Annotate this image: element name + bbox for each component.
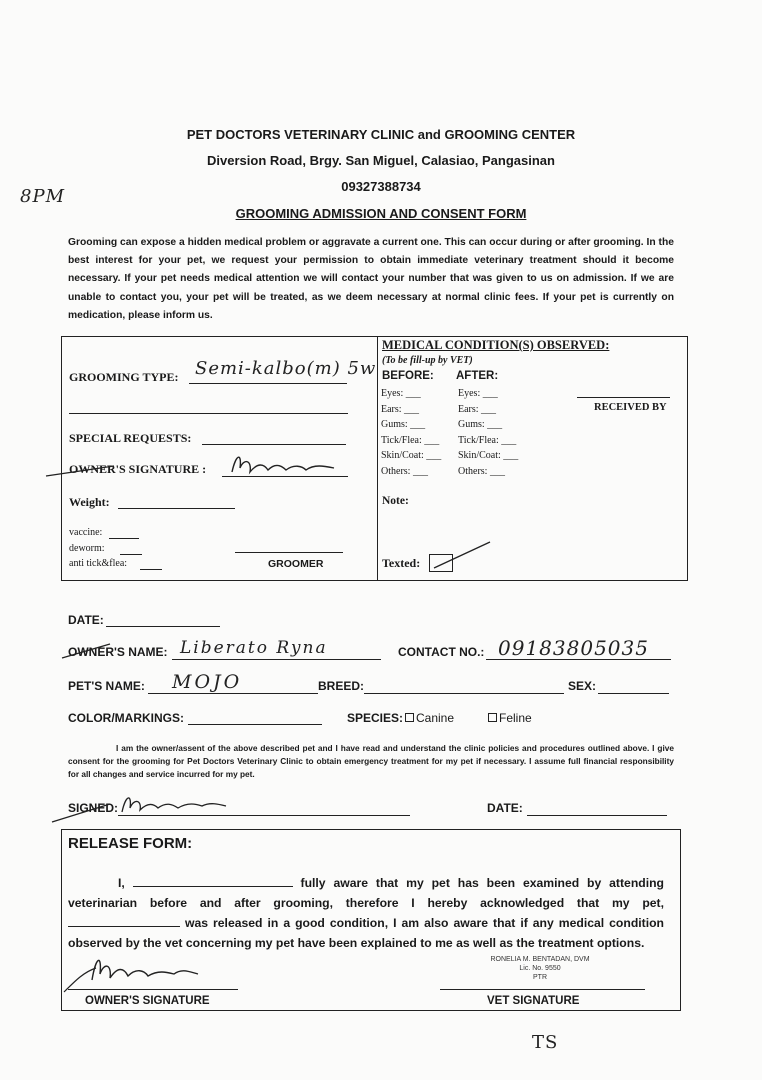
note-label: Note: [382,495,409,507]
after-item[interactable]: Gums: ___ [458,419,503,431]
species-feline-checkbox[interactable] [488,713,497,722]
owner-signature-scribble [44,448,344,488]
species-feline-label: Feline [499,711,532,725]
owner-name-line[interactable] [172,659,381,660]
weight-label: Weight: [69,495,110,509]
signed-signature-scribble [50,790,260,826]
release-paragraph: I, fully aware that my pet has been examined by attending veterinarian before and after grooming, therefore I hereby acknowledged that my pet, was released in a good condition, I am also aware that if any medical condition observed by the vet concerning my pet have been explained to me as well as the treatment options. [68,876,664,950]
box-divider [377,336,378,580]
color-line[interactable] [188,724,322,725]
release-pet-name-line[interactable] [68,915,180,927]
clinic-phone: 09327388734 [341,179,421,194]
sex-label: SEX: [568,679,597,693]
release-owner-signature-scribble [62,950,212,994]
signed-label: SIGNED: [68,801,119,815]
species-canine-label: Canine [416,711,455,725]
date-line[interactable] [106,626,220,627]
contact-label: CONTACT NO.: [398,645,485,659]
footer-initials: TS [532,1032,559,1053]
vet-stamp: RONELIA M. BENTADAN, DVM Lic. No. 9550 PTR [490,956,590,981]
signed-date-label: DATE: [487,801,523,815]
after-item[interactable]: Tick/Flea: ___ [458,434,517,446]
before-item[interactable]: Others: ___ [381,465,428,477]
consent-paragraph: I am the owner/assent of the above described pet and I have read and understand the clinic policies and procedures outlined above. I give consent for the grooming for Pet Doctors Veterinary Clinic to obtain emergency treatment for my pet if necessary. I assume full financial responsibility for all changes and service incurred for my pet. [68,743,674,779]
vaccine-line[interactable] [109,538,139,539]
before-item[interactable]: Tick/Flea: ___ [381,434,440,446]
species-canine-checkbox[interactable] [405,713,414,722]
date-label: DATE: [68,613,104,627]
color-label: COLOR/MARKINGS: [68,711,184,725]
medical-title: MEDICAL CONDITION(S) OBSERVED: [382,338,610,352]
pet-name-value[interactable]: MOJO [172,671,243,693]
strike-marks [60,640,180,660]
texted-check-mark [430,538,494,572]
pet-name-line[interactable] [148,693,318,694]
handwritten-time-note: 8PM [20,186,65,207]
antitick-label: anti tick&flea: [69,558,128,569]
after-list [458,386,518,480]
before-item[interactable]: Eyes: ___ [381,388,421,399]
before-item[interactable]: Ears: ___ [381,403,420,415]
grooming-type-extra-line [69,413,348,414]
owner-name-value[interactable]: Liberato Ryna [180,638,328,658]
vet-signature-line[interactable] [440,989,645,990]
vet-signature-label: VET SIGNATURE [487,995,580,1007]
texted-label: Texted: [382,556,421,570]
special-requests-label: SPECIAL REQUESTS: [69,431,192,445]
contact-value[interactable]: 09183805035 [498,636,649,660]
received-by-line[interactable] [577,397,670,398]
signed-date-line[interactable] [527,815,667,816]
after-item[interactable]: Others: ___ [458,465,505,477]
deworm-label: deworm: [69,543,105,554]
release-title: RELEASE FORM: [68,835,193,852]
before-label: BEFORE: [382,370,434,382]
species-label: SPECIES: [347,711,404,725]
breed-label: BREED: [318,679,365,693]
deworm-line[interactable] [120,554,142,555]
before-item[interactable]: Skin/Coat: ___ [381,450,442,462]
before-list [381,386,441,480]
groomer-line[interactable] [235,552,343,553]
special-requests-line[interactable] [202,444,346,445]
after-label: AFTER: [456,370,499,382]
vaccine-label: vaccine: [69,527,103,538]
groomer-label: GROOMER [268,558,324,570]
grooming-type-value[interactable]: Semi-kalbo(m) 5w [195,358,377,379]
grooming-type-label: GROOMING TYPE: [69,370,179,384]
breed-line[interactable] [364,693,564,694]
after-item[interactable]: Eyes: ___ [458,388,498,399]
owner-name-label: OWNER'S NAME: [68,645,168,659]
received-by-label: RECEIVED BY [594,402,667,413]
release-owner-name-line[interactable] [133,875,293,887]
clinic-address: Diversion Road, Brgy. San Miguel, Calasiao, Pangasinan [207,153,555,168]
release-owner-signature-line[interactable] [68,989,238,990]
release-owner-signature-label: OWNER'S SIGNATURE [85,995,210,1007]
grooming-type-line [189,383,347,384]
after-item[interactable]: Skin/Coat: ___ [458,450,519,462]
clinic-name: PET DOCTORS VETERINARY CLINIC and GROOMING CENTER [186,127,576,142]
before-item[interactable]: Gums: ___ [381,419,426,431]
form-title: GROOMING ADMISSION AND CONSENT FORM [235,206,527,221]
after-item[interactable]: Ears: ___ [458,403,497,415]
intro-paragraph: Grooming can expose a hidden medical problem or aggravate a current one. This can occur during or after grooming. In the best interest for your pet, we request your permission to obtain immediate veterinary treatment should it become necessary. If your pet needs medical attention we will contact your number that was given to us on admission. If we are unable to contact you, your pet will be treated, as we deem necessary at normal clinic fees. If your pet is currently on medication, please inform us. [68,237,674,321]
antitick-line[interactable] [140,569,162,570]
owner-signature-label: OWNER'S SIGNATURE : [69,462,207,476]
sex-line[interactable] [598,693,669,694]
pet-name-label: PET'S NAME: [68,679,145,693]
weight-line[interactable] [118,508,235,509]
medical-subtitle: (To be fill-up by VET) [382,355,473,366]
